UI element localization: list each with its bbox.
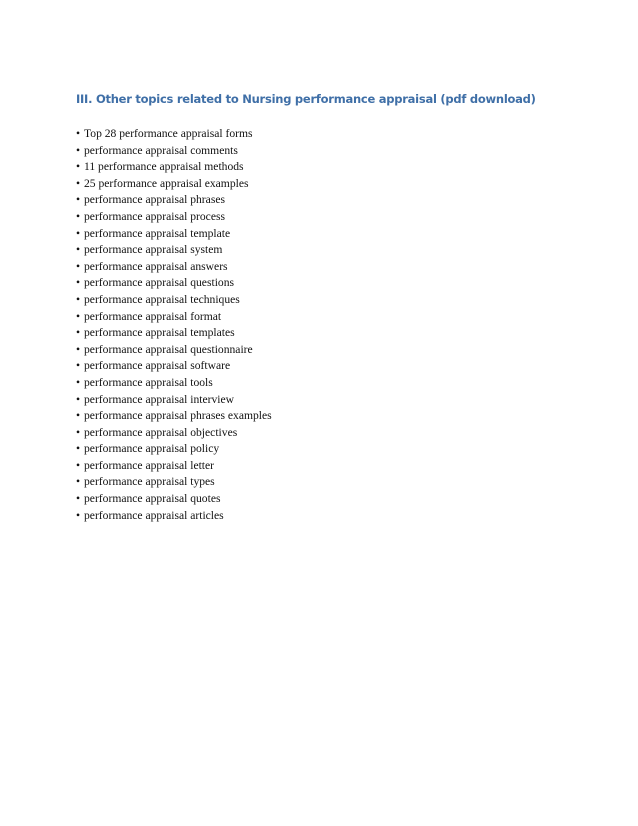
list-item xyxy=(76,309,272,326)
list-item-label: performance appraisal answers xyxy=(84,259,228,273)
bullet-icon: • xyxy=(76,375,81,389)
list-item xyxy=(76,375,272,392)
section-heading: III. Other topics related to Nursing performance appraisal (pdf download) xyxy=(76,92,536,106)
list-item-label: performance appraisal system xyxy=(84,243,223,257)
list-item-label: performance appraisal interview xyxy=(84,392,234,406)
bullet-icon: • xyxy=(76,458,81,472)
list-item xyxy=(76,126,272,143)
bullet-icon: • xyxy=(76,425,81,439)
list-item xyxy=(76,508,272,525)
list-item xyxy=(76,275,272,292)
bullet-icon: • xyxy=(76,342,81,356)
bullet-icon: • xyxy=(76,508,81,522)
list-item-label: performance appraisal comments xyxy=(84,143,238,157)
bullet-icon: • xyxy=(76,209,81,223)
bullet-icon: • xyxy=(76,309,81,323)
list-item xyxy=(76,425,272,442)
list-item-label: performance appraisal phrases xyxy=(84,193,225,207)
list-item xyxy=(76,458,272,475)
topic-list xyxy=(76,126,272,524)
list-item-label: Top 28 performance appraisal forms xyxy=(84,127,253,140)
bullet-icon: • xyxy=(76,392,81,406)
list-item xyxy=(76,226,272,243)
list-item-label: performance appraisal phrases examples xyxy=(84,409,272,423)
list-item-label: performance appraisal articles xyxy=(84,508,224,522)
list-item xyxy=(76,292,272,309)
list-item xyxy=(76,342,272,359)
list-item-label: performance appraisal template xyxy=(84,226,231,240)
bullet-icon: • xyxy=(76,127,81,140)
bullet-icon: • xyxy=(76,176,81,190)
list-item-label: 11 performance appraisal methods xyxy=(84,160,244,174)
list-item-label: performance appraisal software xyxy=(84,359,231,373)
list-item xyxy=(76,143,272,160)
list-item xyxy=(76,325,272,342)
list-item xyxy=(76,159,272,176)
bullet-icon: • xyxy=(76,359,81,373)
bullet-icon: • xyxy=(76,326,81,340)
bullet-icon: • xyxy=(76,193,81,207)
list-item xyxy=(76,408,272,425)
list-item-label: performance appraisal tools xyxy=(84,375,213,389)
list-item xyxy=(76,176,272,193)
list-item xyxy=(76,441,272,458)
list-item xyxy=(76,242,272,259)
list-item xyxy=(76,259,272,276)
bullet-icon: • xyxy=(76,243,81,257)
list-item-label: performance appraisal letter xyxy=(84,458,215,472)
bullet-icon: • xyxy=(76,442,81,456)
list-item xyxy=(76,491,272,508)
bullet-icon: • xyxy=(76,259,81,273)
bullet-icon: • xyxy=(76,475,81,489)
list-item xyxy=(76,209,272,226)
list-item-label: performance appraisal process xyxy=(84,209,225,223)
list-item xyxy=(76,392,272,409)
bullet-icon: • xyxy=(76,143,81,157)
bullet-icon: • xyxy=(76,292,81,306)
list-item-label: performance appraisal quotes xyxy=(84,492,221,506)
list-item-label: performance appraisal techniques xyxy=(84,292,240,306)
list-item-label: performance appraisal questionnaire xyxy=(84,342,253,356)
list-item xyxy=(76,474,272,491)
list-item-label: 25 performance appraisal examples xyxy=(84,176,249,190)
bullet-icon: • xyxy=(76,409,81,423)
list-item-label: performance appraisal templates xyxy=(84,326,235,340)
bullet-icon: • xyxy=(76,226,81,240)
bullet-icon: • xyxy=(76,160,81,174)
list-item-label: performance appraisal types xyxy=(84,475,215,489)
list-item-label: performance appraisal policy xyxy=(84,442,220,456)
bullet-icon: • xyxy=(76,276,81,290)
bullet-icon: • xyxy=(76,492,81,506)
list-item xyxy=(76,192,272,209)
list-item-label: performance appraisal questions xyxy=(84,276,235,290)
list-item-label: performance appraisal format xyxy=(84,309,222,323)
list-item-label: performance appraisal objectives xyxy=(84,425,238,439)
list-item xyxy=(76,358,272,375)
